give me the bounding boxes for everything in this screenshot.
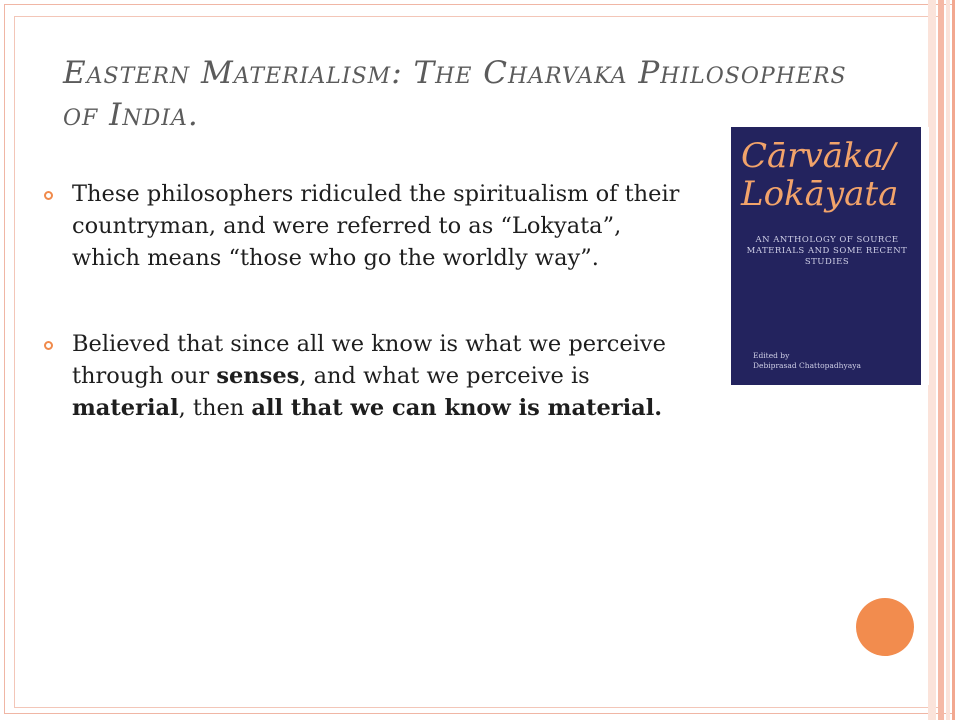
- book-title-line1: Cārvāka/: [741, 136, 896, 176]
- decor-stripe: [946, 0, 950, 720]
- slide-title: Eastern Materialism: The Charvaka Philosophers of India.: [63, 55, 847, 133]
- bullet-item: [40, 328, 680, 424]
- book-subtitle: AN ANTHOLOGY OF SOURCE MATERIALS AND SOME RECENT STUDIES: [746, 235, 908, 267]
- bullet-text-bold: senses: [216, 363, 300, 389]
- bullet-text-bold: material: [72, 395, 179, 421]
- bullet-circle-icon: [44, 341, 53, 350]
- decor-stripe: [938, 0, 944, 720]
- book-editor: [753, 351, 903, 371]
- decor-circle: [856, 598, 914, 656]
- decor-stripe: [952, 0, 955, 720]
- bullet-text-part: Believed that since all we know is what we perceive through our: [72, 331, 666, 389]
- book-title-line2: Lokāyata: [741, 174, 899, 214]
- bullet-text-part: , and what we perceive is: [299, 363, 590, 389]
- book-editor-label: Edited by: [753, 351, 790, 360]
- bullet-circle-icon: [44, 191, 53, 200]
- bullet-text: These philosophers ridiculed the spiritualism of their countryman, and were referred to as “Lokyata”, which means “those who go the worldly way”.: [72, 181, 680, 271]
- bullet-text-part: , then: [178, 395, 252, 421]
- book-cover-image: [731, 127, 929, 385]
- book-editor-name: Debiprasad Chattopadhyaya: [753, 361, 861, 370]
- bullet-list: [40, 178, 680, 424]
- decor-stripe: [928, 0, 936, 720]
- bullet-text-bold: all that we can know is material.: [251, 395, 663, 421]
- bullet-item: [40, 178, 680, 274]
- book-cover: [731, 127, 921, 385]
